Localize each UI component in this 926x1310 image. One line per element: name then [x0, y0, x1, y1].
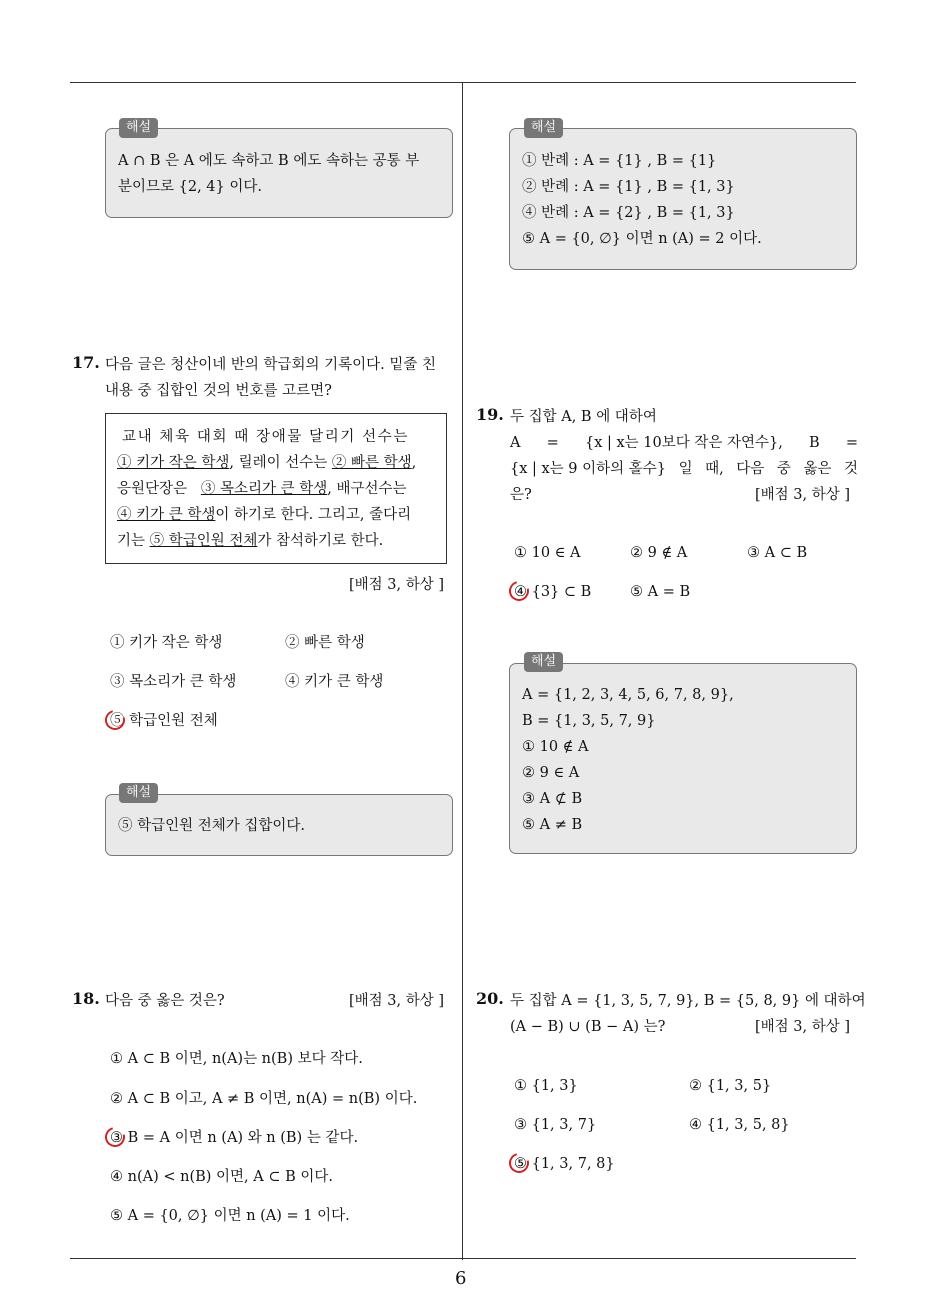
- choice-2[interactable]: ② A ⊂ B 이고, A ≠ B 이면, n(A) = n(B) 이다.: [110, 1091, 418, 1107]
- points-label: [배점 3, 하상 ]: [755, 1019, 851, 1035]
- solution-line: ⑤ A ≠ B: [522, 817, 583, 833]
- choice-3[interactable]: ③ {1, 3, 7}: [514, 1117, 597, 1133]
- solution-line: A = {1, 2, 3, 4, 5, 6, 7, 8, 9},: [522, 687, 734, 703]
- top-rule: [70, 82, 856, 83]
- choice-3[interactable]: ③ A ⊂ B: [747, 545, 808, 561]
- passage-line: [117, 454, 416, 472]
- q19-token: 때,: [705, 461, 724, 477]
- solution-line: ② 반례 : A = {1} , B = {1, 3}: [522, 179, 735, 195]
- underline-choice-1: ① 키가 작은 학생: [117, 455, 230, 471]
- solution-line: ① 반례 : A = {1} , B = {1}: [522, 153, 717, 169]
- passage-line: 교내 체육 대회 때 장애물 달리기 선수는: [122, 429, 409, 445]
- solution-box-16: [105, 128, 453, 218]
- choice-2[interactable]: ② 9 ∉ A: [630, 545, 688, 561]
- choice-4[interactable]: ④ n(A) < n(B) 이면, A ⊂ B 이다.: [110, 1169, 333, 1185]
- solution-tag: 해설: [119, 118, 158, 138]
- passage-line: [117, 506, 411, 524]
- choice-2[interactable]: ② {1, 3, 5}: [689, 1078, 772, 1094]
- column-divider: [462, 82, 463, 1260]
- question-text: [510, 434, 858, 452]
- choice-1[interactable]: ① 10 ∈ A: [514, 545, 581, 561]
- solution-tag: 해설: [119, 783, 158, 803]
- question-text: 두 집합 A, B 에 대하여: [510, 409, 657, 425]
- choice-5[interactable]: ⑤ A = B: [630, 584, 691, 600]
- question-text: 두 집합 A = {1, 3, 5, 7, 9}, B = {5, 8, 9} 에 대하여: [510, 993, 866, 1009]
- choice-3[interactable]: ③ B = A 이면 n (A) 와 n (B) 는 같다.: [110, 1130, 359, 1146]
- underline-choice-3: ③ 목소리가 큰 학생: [200, 481, 328, 497]
- passage-text: 가 참석하기로 한다.: [257, 533, 384, 549]
- question-number: 20.: [476, 989, 504, 1008]
- choice-1[interactable]: ① {1, 3}: [514, 1078, 578, 1094]
- choice-3[interactable]: ③ 목소리가 큰 학생: [110, 674, 237, 690]
- q19-token: {x | x는 10보다 작은 자연수},: [584, 435, 783, 451]
- question-text: [510, 460, 858, 478]
- solution-line: ⑤ A = {0, ∅} 이면 n (A) = 2 이다.: [522, 231, 762, 247]
- q19-token: A: [510, 435, 521, 451]
- q19-token: 것: [843, 461, 858, 477]
- question-text: 은?: [510, 487, 532, 503]
- passage-text: 이 하기로 한다. 그리고, 줄다리: [215, 507, 412, 523]
- choice-1[interactable]: ① 키가 작은 학생: [110, 635, 223, 651]
- question-text: 내용 중 집합인 것의 번호를 고르면?: [105, 383, 332, 399]
- solution-line: ② 9 ∈ A: [522, 765, 580, 781]
- passage-line: [117, 532, 383, 550]
- solution-line: B = {1, 3, 5, 7, 9}: [522, 713, 656, 729]
- question-text: 다음 중 옳은 것은?: [105, 993, 225, 1009]
- choice-5[interactable]: ⑤ A = {0, ∅} 이면 n (A) = 1 이다.: [110, 1208, 350, 1224]
- points-label: [배점 3, 하상 ]: [349, 577, 445, 593]
- passage-text: , 배구선수는: [327, 481, 407, 497]
- solution-line: A ∩ B 은 A 에도 속하고 B 에도 속하는 공통 부: [118, 153, 420, 169]
- question-text: 다음 글은 청산이네 반의 학급회의 기록이다. 밑줄 친: [105, 357, 437, 373]
- choice-4[interactable]: ④ {1, 3, 5, 8}: [689, 1117, 790, 1133]
- underline-choice-4: ④ 키가 큰 학생: [117, 507, 216, 523]
- choice-1[interactable]: ① A ⊂ B 이면, n(A)는 n(B) 보다 작다.: [110, 1051, 363, 1067]
- solution-line: ③ A ⊄ B: [522, 791, 583, 807]
- solution-line: 분이므로 {2, 4} 이다.: [118, 179, 262, 195]
- question-text: (A − B) ∪ (B − A) 는?: [510, 1019, 666, 1035]
- solution-box-16b: [509, 128, 857, 270]
- q19-token: 중: [776, 461, 791, 477]
- passage-text: 기는: [117, 533, 150, 549]
- underline-choice-5: ⑤ 학급인원 전체: [149, 533, 258, 549]
- underline-choice-2: ② 빠른 학생: [331, 455, 412, 471]
- points-label: [배점 3, 하상 ]: [349, 993, 445, 1009]
- solution-tag: 해설: [524, 118, 563, 138]
- passage-text: 응원단장은: [117, 481, 192, 497]
- passage-line: [117, 480, 407, 498]
- passage-text: ,: [411, 455, 417, 471]
- choice-2[interactable]: ② 빠른 학생: [285, 635, 365, 651]
- solution-line: ① 10 ∉ A: [522, 739, 589, 755]
- solution-tag: 해설: [524, 652, 563, 672]
- question-number: 19.: [476, 405, 504, 424]
- q19-token: 옳은: [803, 461, 832, 477]
- question-number: 18.: [72, 989, 100, 1008]
- q19-token: B: [809, 435, 820, 451]
- passage-text: , 릴레이 선수는: [229, 455, 332, 471]
- q19-token: 다음: [736, 461, 765, 477]
- q19-token: =: [546, 435, 559, 451]
- points-label: [배점 3, 하상 ]: [755, 487, 851, 503]
- page-number: 6: [455, 1268, 467, 1289]
- q19-token: {x | x는 9 이하의 홀수}: [510, 461, 667, 477]
- choice-5[interactable]: ⑤ {1, 3, 7, 8}: [514, 1156, 615, 1172]
- question-number: 17.: [72, 353, 100, 372]
- bottom-rule: [70, 1258, 856, 1259]
- choice-5[interactable]: ⑤ 학급인원 전체: [110, 713, 218, 729]
- choice-4[interactable]: ④ {3} ⊂ B: [514, 584, 592, 600]
- solution-line: ④ 반례 : A = {2} , B = {1, 3}: [522, 205, 735, 221]
- solution-line: ⑤ 학급인원 전체가 집합이다.: [118, 818, 306, 834]
- choice-4[interactable]: ④ 키가 큰 학생: [285, 674, 384, 690]
- q19-token: =: [845, 435, 858, 451]
- q19-token: 일: [678, 461, 693, 477]
